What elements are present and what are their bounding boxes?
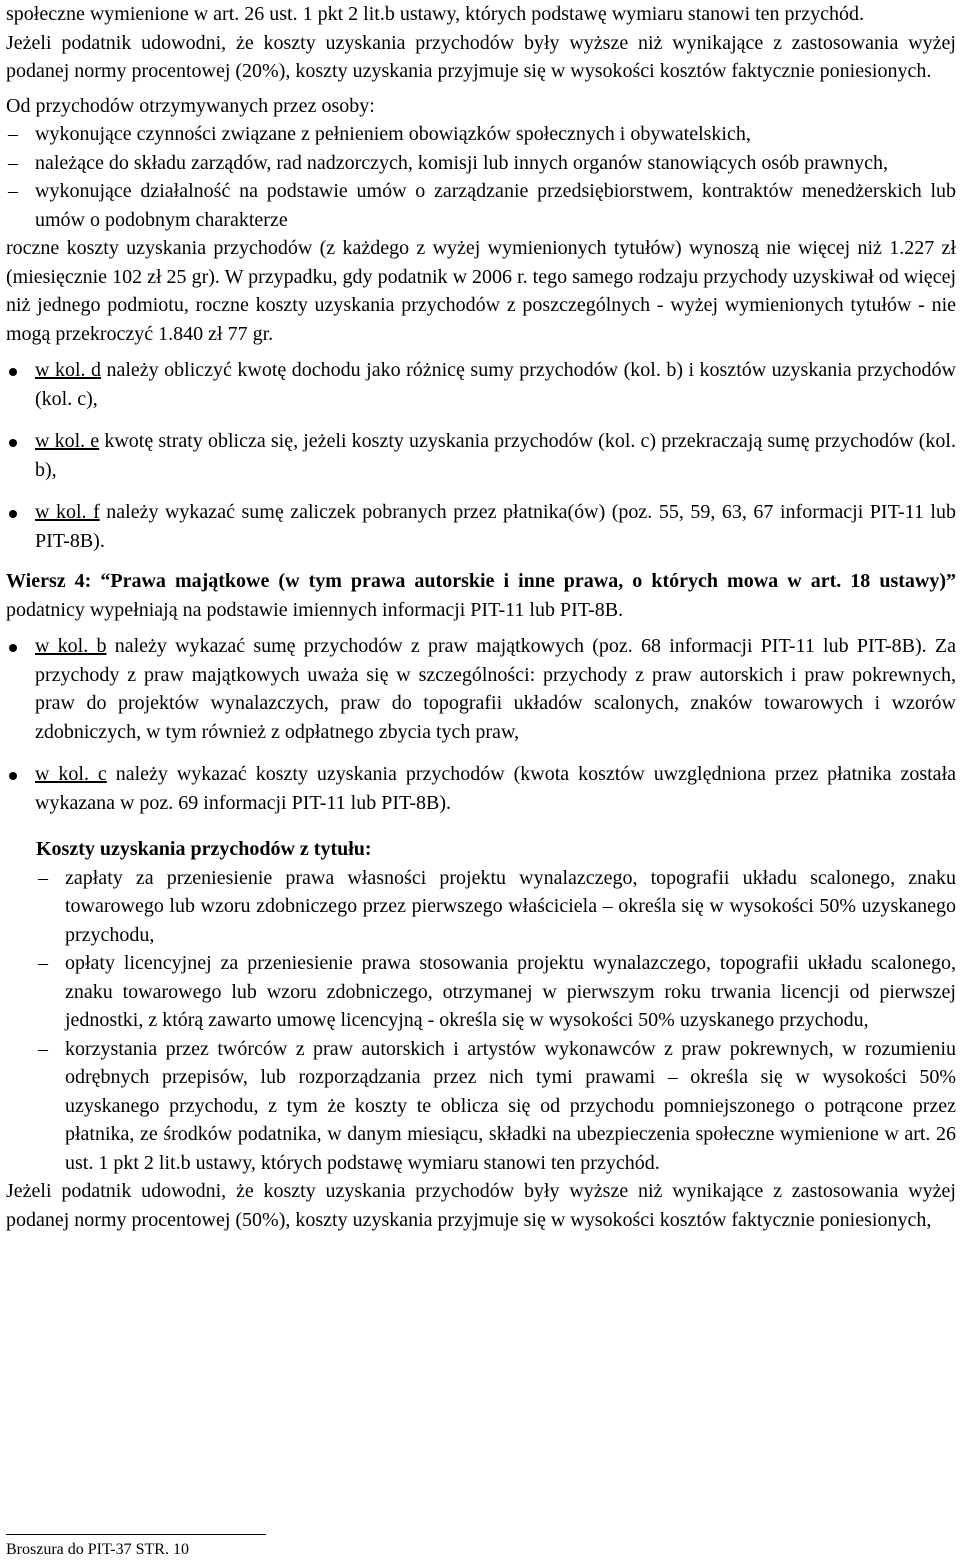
wiersz-4-heading: Wiersz 4: “Prawa majątkowe (w tym prawa autorskie i inne prawa, o których mowa w art. 18 ustawy)” xyxy=(6,570,956,592)
bullet-item-kol-b xyxy=(6,632,956,746)
column-ref: w kol. f xyxy=(35,501,100,523)
bullet-item-kol-c xyxy=(6,760,956,817)
footer-divider xyxy=(6,1534,266,1535)
bullet-item-kol-e xyxy=(6,427,956,484)
column-ref: w kol. c xyxy=(35,763,107,785)
dash-list-item: – wykonujące czynności związane z pełnieniem obowiązków społecznych i obywatelskich, xyxy=(6,120,956,149)
dash-list-item: – wykonujące działalność na podstawie umów o zarządzanie przedsiębiorstwem, kontraktów menedżerskich lub umów o podobnym charakterze xyxy=(6,177,956,234)
paragraph-continuation: społeczne wymienione w art. 26 ust. 1 pkt 2 lit.b ustawy, których podstawę wymiaru stanowi ten przychód. xyxy=(6,3,864,25)
dash-list-item: – zapłaty za przeniesienie prawa własności projektu wynalazczego, topografii układu scalonego, znaku towarowego lub wzoru zdobniczego przez pierwszego właściciela – określa się w wysokości 50% uzyskanego przychodu, xyxy=(36,864,956,950)
paragraph-higher-costs-50: Jeżeli podatnik udowodni, że koszty uzyskania przychodów były wyższe niż wynikające z zastosowania wyżej podanej normy procentowej (50%), koszty uzyskania przyjmuje się w wysokości kosztów faktycznie poniesionych, xyxy=(6,1180,956,1231)
dash-list-costs xyxy=(36,864,956,1178)
wiersz-4-text: podatnicy wypełniają na podstawie imiennych informacji PIT-11 lub PIT-8B. xyxy=(6,598,624,621)
paragraph-wiersz-4 xyxy=(6,567,956,624)
bullet-text: należy wykazać sumę zaliczek pobranych przez płatnika(ów) (poz. 55, 59, 63, 67 informacji PIT-11 lub PIT-8B). xyxy=(35,501,956,552)
dash-list-persons xyxy=(6,120,956,234)
bullet-text: należy wykazać koszty uzyskania przychodów (kwota kosztów uwzględniona przez płatnika została wykazana w poz. 69 informacji PIT-11 lub PIT-8B). xyxy=(35,763,956,814)
page-footer: Broszura do PIT-37 STR. 10 xyxy=(6,1541,189,1558)
dash-list-item: – opłaty licencyjnej za przeniesienie prawa stosowania projektu wynalazczego, topografii układu scalonego, znaku towarowego lub wzoru zdobniczego, otrzymanej w pierwszym roku trwania licencji od pierwszej jednostki, z którą zawarto umowę licencyjną - określa się w wysokości 50% uzyskanego przychodu, xyxy=(36,949,956,1035)
bullet-item-kol-d xyxy=(6,356,956,413)
bullet-list-property-rights xyxy=(6,632,956,817)
document-page xyxy=(6,0,956,1234)
paragraph-higher-costs-20: Jeżeli podatnik udowodni, że koszty uzyskania przychodów były wyższe niż wynikające z zastosowania wyżej podanej normy procentowej (20%), koszty uzyskania przyjmuje się w wysokości kosztów faktycznie poniesionych. xyxy=(6,31,956,82)
column-ref: w kol. e xyxy=(35,430,100,452)
column-ref: w kol. b xyxy=(35,635,107,657)
bullet-text: należy obliczyć kwotę dochodu jako różnicę sumy przychodów (kol. b) i kosztów uzyskania przychodów (kol. c), xyxy=(35,359,957,410)
section-heading-costs: Koszty uzyskania przychodów z tytułu: xyxy=(36,838,372,860)
column-ref: w kol. d xyxy=(35,359,101,381)
bullet-list-columns xyxy=(6,356,956,555)
bullet-text: kwotę straty oblicza się, jeżeli koszty uzyskania przychodów (kol. c) przekraczają sumę przychodów (kol. b), xyxy=(35,430,956,481)
dash-list-item: – należące do składu zarządów, rad nadzorczych, komisji lub innych organów stanowiących osób prawnych, xyxy=(6,149,956,178)
bullet-text: należy wykazać sumę przychodów z praw majątkowych (poz. 68 informacji PIT-11 lub PIT-8B). Za przychody z praw majątkowych uważa się w szczególności: przychody z praw autorskich i praw pokrewnych, praw do projektów wynalazczych, praw do topografii układów scalonych, znaków towarowych i wzorów zdobniczych, w tym również z odpłatnego zbycia tych praw, xyxy=(35,635,957,743)
paragraph-annual-costs: roczne koszty uzyskania przychodów (z każdego z wyżej wymienionych tytułów) wynoszą nie więcej niż 1.227 zł (miesięcznie 102 zł 25 gr). W przypadku, gdy podatnik w 2006 r. tego samego rodzaju przychody uzyskiwał od więcej niż jednego podmiotu, roczne koszty uzyskania przychodów z poszczególnych - wyżej wymienionych tytułów - nie mogą przekroczyć 1.840 zł 77 gr. xyxy=(6,237,956,345)
paragraph-income-from-persons: Od przychodów otrzymywanych przez osoby: xyxy=(6,94,375,117)
dash-list-item: – korzystania przez twórców z praw autorskich i artystów wykonawców z praw pokrewnych, w rozumieniu odrębnych przepisów, lub rozporządzania przez nich tymi prawami – określa się w wysokości 50% uzyskanego przychodu, z tym że koszty te oblicza się od przychodu pomniejszonego o potrącone przez płatnika, ze środków podatnika, w danym miesiącu, składki na ubezpieczenia społeczne wymienione w art. 26 ust. 1 pkt 2 lit.b ustawy, których podstawę wymiaru stanowi ten przychód. xyxy=(36,1035,956,1178)
bullet-item-kol-f xyxy=(6,498,956,555)
